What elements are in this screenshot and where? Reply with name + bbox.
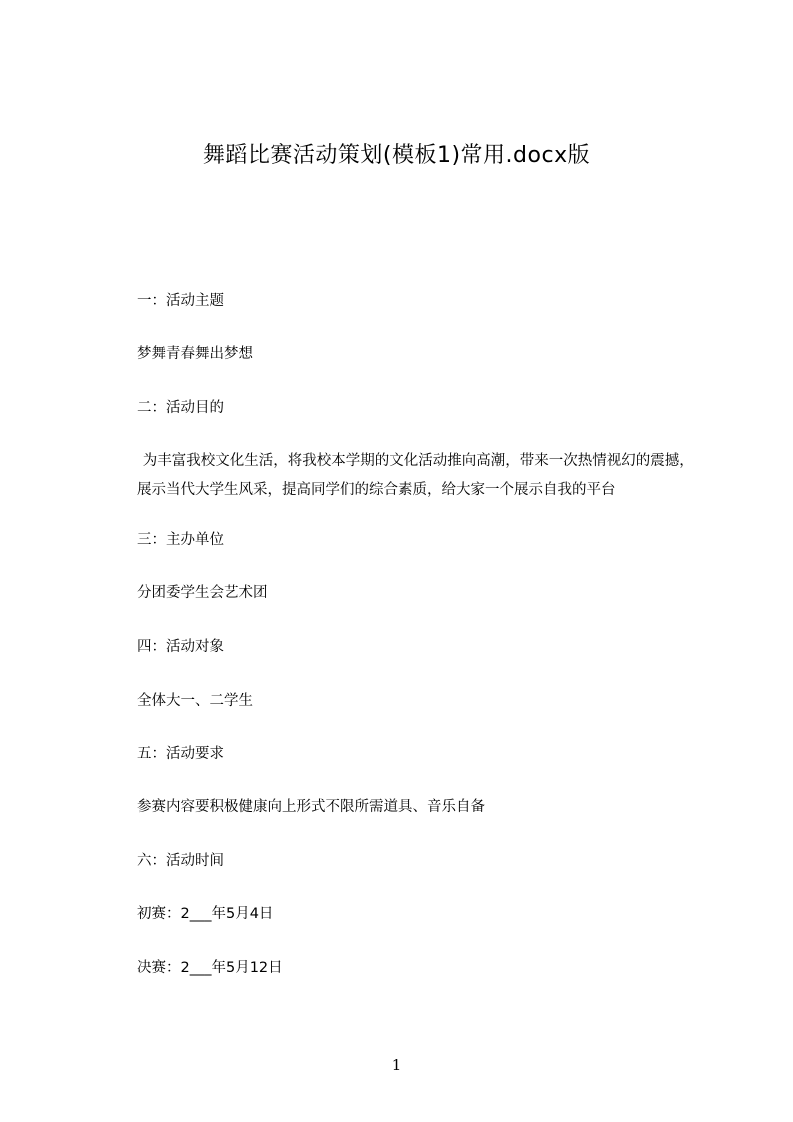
document-title: 舞蹈比赛活动策划(模板1)常用.docx版 bbox=[202, 143, 591, 168]
participants-text: 全体大一、二学生 bbox=[137, 693, 253, 709]
section-heading-theme: 一：活动主题 bbox=[137, 293, 224, 309]
requirements-text: 参赛内容要积极健康向上形式不限所需道具、音乐自备 bbox=[137, 799, 485, 815]
purpose-paragraph: 为丰富我校文化生活，将我校本学期的文化活动推向高潮，带来一次热情视幻的震撼，展示当代大学生风采，提高同学们的综合素质，给大家一个展示自我的平台 bbox=[137, 453, 694, 498]
theme-text: 梦舞青春舞出梦想 bbox=[137, 346, 253, 362]
section-heading-requirements: 五：活动要求 bbox=[137, 746, 224, 762]
section-heading-schedule: 六：活动时间 bbox=[137, 853, 224, 869]
page-number: 1 bbox=[391, 1056, 402, 1074]
organizer-text: 分团委学生会艺术团 bbox=[137, 585, 268, 601]
preliminary-date: 初赛：2___年5月4日 bbox=[137, 906, 274, 922]
section-heading-purpose: 二：活动目的 bbox=[137, 400, 224, 416]
section-heading-organizer: 三：主办单位 bbox=[137, 532, 224, 548]
final-date: 决赛：2___年5月12日 bbox=[137, 960, 283, 976]
section-heading-participants: 四：活动对象 bbox=[137, 639, 224, 655]
